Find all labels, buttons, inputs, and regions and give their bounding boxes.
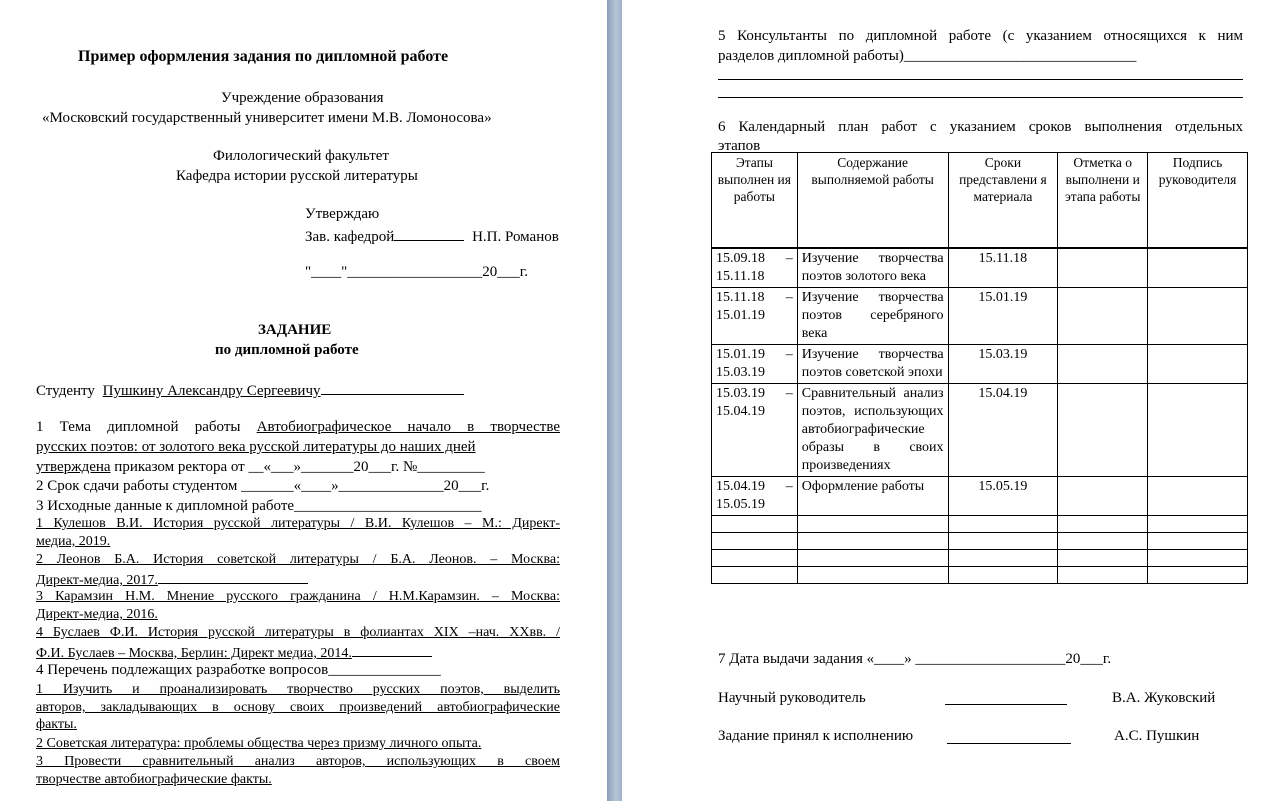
source-4-line1: 4 Буслаев Ф.И. История русской литературы в фолиантах XIX –нач. XXвв. / [36, 625, 560, 640]
stage-signature [1148, 345, 1248, 384]
stage-deadline: 15.11.18 [948, 248, 1058, 288]
table-row-empty [712, 550, 1248, 567]
item1-label: 1 Тема дипломной работы [36, 419, 241, 435]
stage-dates: 15.09.18 – 15.11.18 [712, 248, 798, 288]
institution-label: Учреждение образования [221, 90, 384, 106]
stage-signature [1148, 477, 1248, 516]
stage-deadline: 15.04.19 [948, 384, 1058, 477]
head-name: Н.П. Романов [472, 229, 559, 245]
table-header-row [712, 153, 1248, 249]
stage-dates: 15.04.19 – 15.05.19 [712, 477, 798, 516]
question-1-line1: 1 Изучить и проанализировать творчество русских поэтов, выделить [36, 682, 560, 697]
stage-content: Изучение творчества поэтов золотого века [797, 248, 948, 288]
question-3-line1: 3 Провести сравнительный анализ авторов, использующих в своем [36, 754, 560, 769]
stage-deadline: 15.03.19 [948, 345, 1058, 384]
table-header-signature: Подпись руководителя [1148, 153, 1248, 249]
blank-line [718, 97, 1243, 98]
document-title: Пример оформления задания по дипломной работе [78, 48, 449, 65]
department: Кафедра истории русской литературы [176, 168, 418, 184]
item5-line2: разделов дипломной работы)_______________________________ [718, 48, 1137, 64]
page-left [0, 0, 607, 801]
table-row-empty [712, 533, 1248, 550]
stage-content: Оформление работы [797, 477, 948, 516]
item4: 4 Перечень подлежащих разработке вопросов_______________ [36, 662, 441, 678]
item1-topic-part2: русских поэтов: от золотого века русской литературы до наших дней [36, 439, 476, 455]
student-name: Пушкину Александру Сергеевичу [102, 383, 321, 399]
supervisor-signature-line [945, 704, 1067, 705]
stage-deadline: 15.05.19 [948, 477, 1058, 516]
stage-content: Изучение творчества поэтов серебряного века [797, 288, 948, 345]
task-heading: ЗАДАНИЕ [258, 322, 332, 338]
item1-line1 [36, 418, 560, 436]
item2: 2 Срок сдачи работы студентом _______«____»______________20___г. [36, 478, 490, 494]
source-4-line2: Ф.И. Буслаев – Москва, Берлин: Директ медиа, 2014. [36, 642, 432, 663]
source-3-line1: 3 Карамзин Н.М. Мнение русского гражданина / Н.М.Карамзин. – Москва: [36, 589, 560, 604]
signature-blank [394, 226, 464, 241]
stage-mark [1058, 288, 1148, 345]
stage-mark [1058, 248, 1148, 288]
stage-signature [1148, 384, 1248, 477]
item3: 3 Исходные данные к дипломной работе_________________________ [36, 498, 482, 514]
table-row [712, 477, 1248, 516]
stage-mark [1058, 345, 1148, 384]
stage-signature [1148, 288, 1248, 345]
table-row [712, 345, 1248, 384]
table-header-mark: Отметка о выполнени и этапа работы [1058, 153, 1148, 249]
question-2: 2 Советская литература: проблемы общества через призму личного опыта. [36, 736, 482, 751]
accepted-label: Задание принял к исполнению [718, 728, 914, 744]
task-subheading: по дипломной работе [215, 342, 359, 358]
supervisor-label: Научный руководитель [718, 690, 866, 706]
table-row [712, 248, 1248, 288]
table-row [712, 288, 1248, 345]
faculty: Филологический факультет [213, 148, 389, 164]
stage-dates: 15.11.18 – 15.01.19 [712, 288, 798, 345]
supervisor-name: В.А. Жуковский [1112, 690, 1216, 706]
student-label: Студенту [36, 383, 95, 399]
table-row-empty [712, 567, 1248, 584]
question-1-line3: факты. [36, 717, 77, 732]
blank-line [718, 79, 1243, 80]
table-header-content: Содержание выполняемой работы [797, 153, 948, 249]
student-blank [321, 380, 464, 395]
table-row [712, 384, 1248, 477]
stage-content: Изучение творчества поэтов советской эпохи [797, 345, 948, 384]
accepted-signature-line [947, 743, 1071, 744]
item7: 7 Дата выдачи задания «____» ____________________20___г. [718, 651, 1112, 667]
item6-line2: этапов [718, 138, 761, 154]
item1-line3 [36, 458, 485, 476]
source-2-line1: 2 Леонов Б.А. История советской литературы / Б.А. Леонов. – Москва: [36, 552, 560, 567]
head-label: Зав. кафедрой [305, 229, 395, 245]
table-row-empty [712, 516, 1248, 533]
stage-mark [1058, 384, 1148, 477]
question-3-line2: творчестве автобиографические факты. [36, 772, 272, 787]
student-line [36, 380, 464, 400]
source-1-line1: 1 Кулешов В.И. История русской литературы / В.И. Кулешов – М.: Директ- [36, 516, 560, 531]
source-2-line2: Директ-медиа, 2017. [36, 569, 308, 590]
stage-mark [1058, 477, 1148, 516]
table-header-stage: Этапы выполнен ия работы [712, 153, 798, 249]
stage-dates: 15.03.19 – 15.04.19 [712, 384, 798, 477]
stage-signature [1148, 248, 1248, 288]
page-gap [607, 0, 622, 801]
table-header-deadline: Сроки представлени я материала [948, 153, 1058, 249]
question-1-line2: авторов, закладывающих в основу своих произведений автобиографические [36, 700, 560, 715]
source-3-line2: Директ-медиа, 2016. [36, 607, 158, 622]
item1-approved: утверждена [36, 459, 111, 475]
item1-topic-part1: Автобиографическое начало в творчестве [256, 419, 560, 435]
item5-line1: 5 Консультанты по дипломной работе (с указанием относящихся к ним [718, 28, 1243, 44]
calendar-plan-table [711, 152, 1248, 584]
item1-order: приказом ректора от __«___»_______20___г. №_________ [114, 459, 485, 475]
accepted-name: А.С. Пушкин [1114, 728, 1200, 744]
institution-name: «Московский государственный университет имени М.В. Ломоносова» [42, 110, 492, 126]
head-line [305, 226, 559, 246]
approve-date: "____"__________________20___г. [305, 264, 528, 280]
stage-content: Сравнительный анализ поэтов, использующих автобиографические образы в своих произведениях [797, 384, 948, 477]
source-1-line2: медиа, 2019. [36, 534, 111, 549]
approve-label: Утверждаю [305, 206, 380, 222]
page-right [622, 0, 1263, 801]
stage-deadline: 15.01.19 [948, 288, 1058, 345]
stage-dates: 15.01.19 – 15.03.19 [712, 345, 798, 384]
item6-line1: 6 Календарный план работ с указанием сроков выполнения отдельных [718, 119, 1243, 135]
